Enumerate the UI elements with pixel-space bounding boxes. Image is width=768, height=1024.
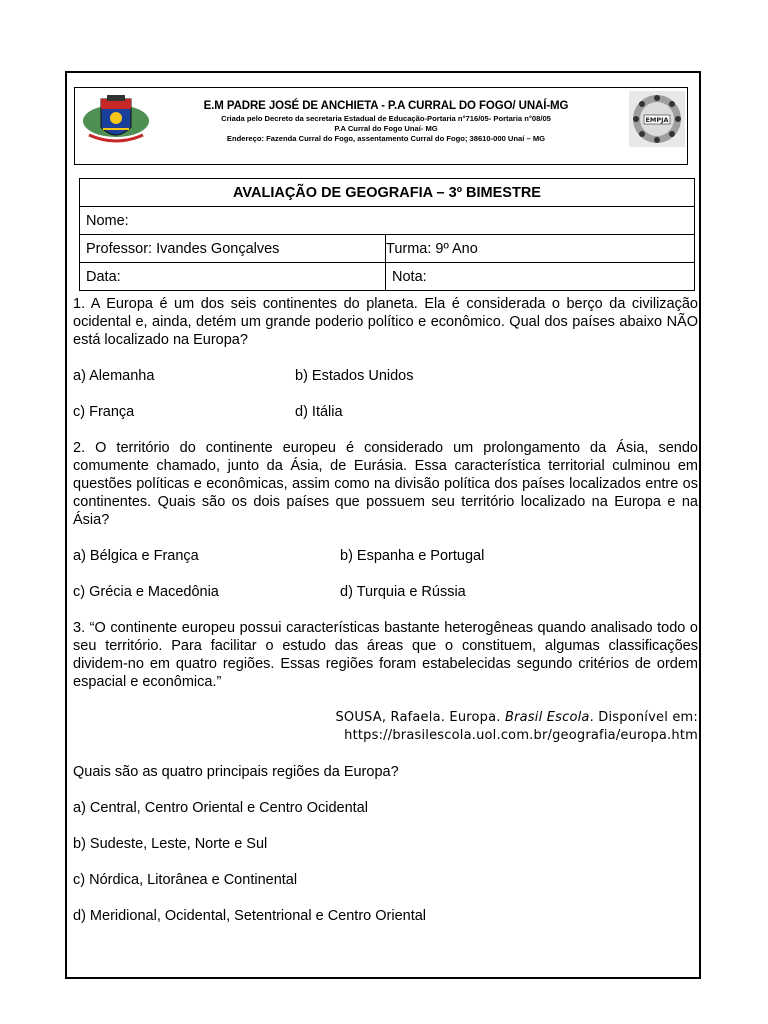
school-name: E.M PADRE JOSÉ DE ANCHIETA - P.A CURRAL DO FOGO/ UNAÍ-MG [203,100,569,112]
question-2-options-row-1 [73,547,698,565]
q2-option-c[interactable]: c) Grécia e Macedônia [73,584,219,600]
school-seal-icon [629,91,685,147]
class-field: Turma: 9º Ano [386,235,695,263]
q3-option-a[interactable]: a) Central, Centro Oriental e Centro Ocidental [73,800,368,816]
address-line: Endereço: Fazenda Curral do Fogo, assentamento Curral do Fogo; 38610-000 Unaí – MG [226,134,546,143]
question-1-text: 1. A Europa é um dos seis continentes do planeta. Ela é considerada o berço da civilização ocidental e, ainda, detém um grande poderio político e econômico. Qual dos países abaixo NÃO está localizado na Europa? [73,296,698,348]
decree-line: Criada pelo Decreto da secretaria Estadual de Educação-Portaria n°716/05- Portaria n°08/05 [221,114,551,123]
student-info-table [79,178,695,291]
q3-option-b[interactable]: b) Sudeste, Leste, Norte e Sul [73,836,268,852]
exam-title: AVALIAÇÃO DE GEOGRAFIA – 3º BIMESTRE [80,179,695,207]
question-1-options-row-1 [73,367,698,385]
location-line: P.A Curral do Fogo Unaí- MG [334,124,438,133]
municipal-crest-icon [81,93,151,149]
header-text [165,100,607,144]
citation-source: Brasil Escola [504,710,590,725]
q2-option-d[interactable]: d) Turquia e Rússia [340,584,466,600]
question-1-options-row-2 [73,403,698,421]
citation-author: SOUSA, Rafaela. Europa. [335,710,501,725]
q3-option-c[interactable]: c) Nórdica, Litorânea e Continental [73,872,298,888]
q1-option-b[interactable]: b) Estados Unidos [295,368,414,384]
seal-label: EMPJA [645,116,669,124]
date-field[interactable]: Data: [80,263,386,291]
question-2-text: 2. O território do continente europeu é considerado um prolongamento da Ásia, sendo comumente chamado, junto da Ásia, de Eurásia. Essa característica territorial culminou em questões políticas e econômicas, assim como na divisão política dos países localizados entre os continentes. Quais são os dois países que possuem seu território localizado na Europa e na Ásia? [73,440,698,528]
citation [73,709,698,745]
citation-url[interactable]: https://brasilescola.uol.com.br/geografia/europa.htm [344,728,698,743]
q2-option-a[interactable]: a) Bélgica e França [73,548,199,564]
grade-field[interactable]: Nota: [386,263,695,291]
q3-option-d[interactable]: d) Meridional, Ocidental, Setentrional e Centro Oriental [73,908,427,924]
q1-option-d[interactable]: d) Itália [295,404,343,420]
name-field[interactable]: Nome: [80,207,695,235]
question-3-text: 3. “O continente europeu possui características bastante heterogêneas quando analisado todo o seu território. Para facilitar o estudo das áreas que o constituem, algumas classificações dividem-no em quatro regiões. Essas regiões foram estabelecidas segundo critérios de ordem espacial e econômica.” [73,620,698,690]
teacher-field: Professor: Ivandes Gonçalves [80,235,386,263]
q1-option-a[interactable]: a) Alemanha [73,368,155,384]
q2-option-b[interactable]: b) Espanha e Portugal [340,548,485,564]
school-header [74,87,688,165]
question-2-options-row-2 [73,583,698,601]
questions-section [73,295,698,925]
exam-page [65,71,701,979]
question-3-prompt: Quais são as quatro principais regiões da Europa? [73,764,399,780]
citation-rest: . Disponível em: [589,710,698,725]
q1-option-c[interactable]: c) França [73,404,135,420]
